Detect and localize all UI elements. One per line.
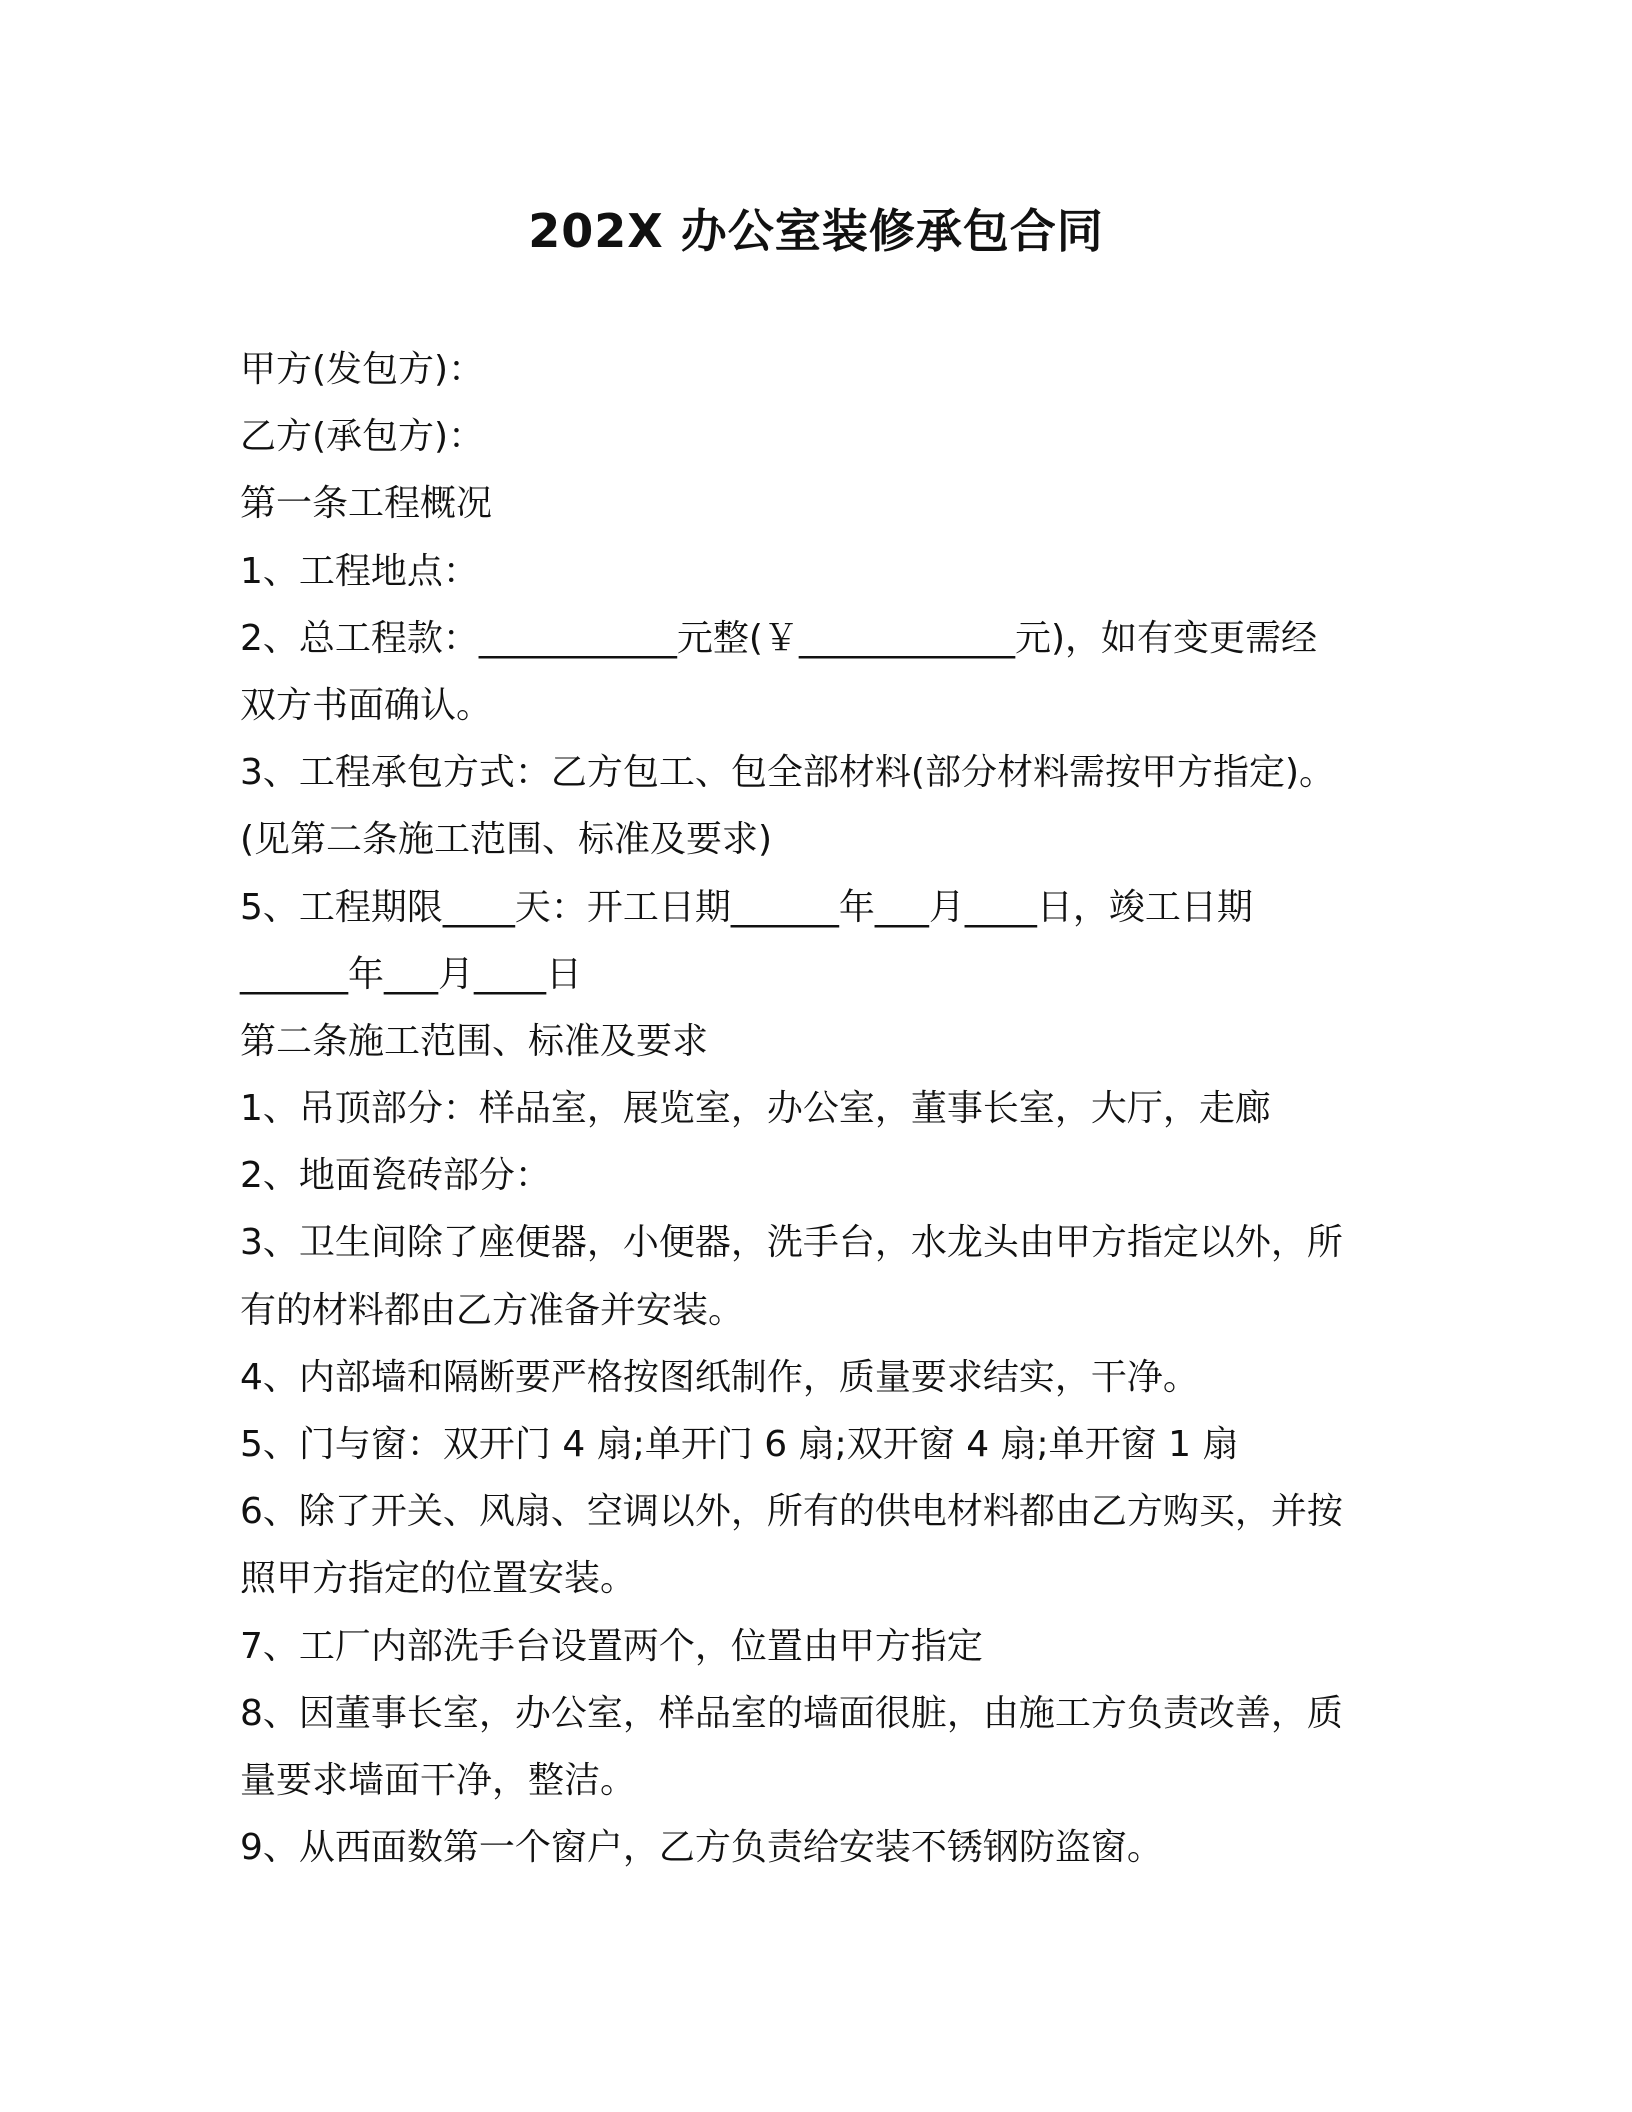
article-2-item-8-cont: 量要求墙面干净，整洁。	[240, 1759, 637, 1801]
article-2-item-3-cont: 有的材料都由乙方准备并安装。	[240, 1289, 745, 1331]
article-1-item-2-cont: 双方书面确认。	[240, 684, 493, 726]
article-1-heading: 第一条工程概况	[240, 483, 493, 525]
article-1-item-2: 2、总工程款：___________元整(￥____________元)，如有变更需经	[240, 617, 1317, 659]
article-2-item-9: 9、从西面数第一个窗户，乙方负责给安装不锈钢防盗窗。	[240, 1827, 1163, 1869]
article-1-item-1: 1、工程地点：	[240, 550, 479, 592]
article-2-item-4: 4、内部墙和隔断要严格按图纸制作，质量要求结实，干净。	[240, 1356, 1199, 1398]
article-2-item-6-cont: 照甲方指定的位置安装。	[240, 1558, 637, 1600]
article-2-item-5: 5、门与窗：双开门 4 扇;单开门 6 扇;双开窗 4 扇;单开窗 1 扇	[240, 1424, 1239, 1465]
article-2-item-2: 2、地面瓷砖部分：	[240, 1155, 551, 1197]
party-b-line: 乙方(承包方)：	[240, 416, 485, 458]
article-2-item-3: 3、卫生间除了座便器，小便器，洗手台，水龙头由甲方指定以外，所	[240, 1222, 1343, 1264]
article-2-item-7: 7、工厂内部洗手台设置两个，位置由甲方指定	[240, 1625, 983, 1667]
article-2-item-1: 1、吊顶部分：样品室，展览室，办公室，董事长室，大厅，走廊	[240, 1088, 1271, 1130]
article-2-heading: 第二条施工范围、标准及要求	[240, 1020, 709, 1062]
article-1-item-5-cont: ______年___月____日	[240, 953, 582, 995]
article-2-item-6: 6、除了开关、风扇、空调以外，所有的供电材料都由乙方购买，并按	[240, 1491, 1343, 1533]
document-body	[240, 336, 1390, 1881]
article-1-item-3: 3、工程承包方式：乙方包工、包全部材料(部分材料需按甲方指定)。	[240, 752, 1335, 794]
article-1-item-5: 5、工程期限____天：开工日期______年___月____日，竣工日期	[240, 886, 1253, 928]
article-2-item-8: 8、因董事长室，办公室，样品室的墙面很脏，由施工方负责改善，质	[240, 1692, 1343, 1734]
article-1-item-3-cont: (见第二条施工范围、标准及要求)	[240, 819, 773, 861]
party-a-line: 甲方(发包方)：	[240, 349, 485, 390]
document-title: 202X 办公室装修承包合同	[528, 204, 1104, 258]
